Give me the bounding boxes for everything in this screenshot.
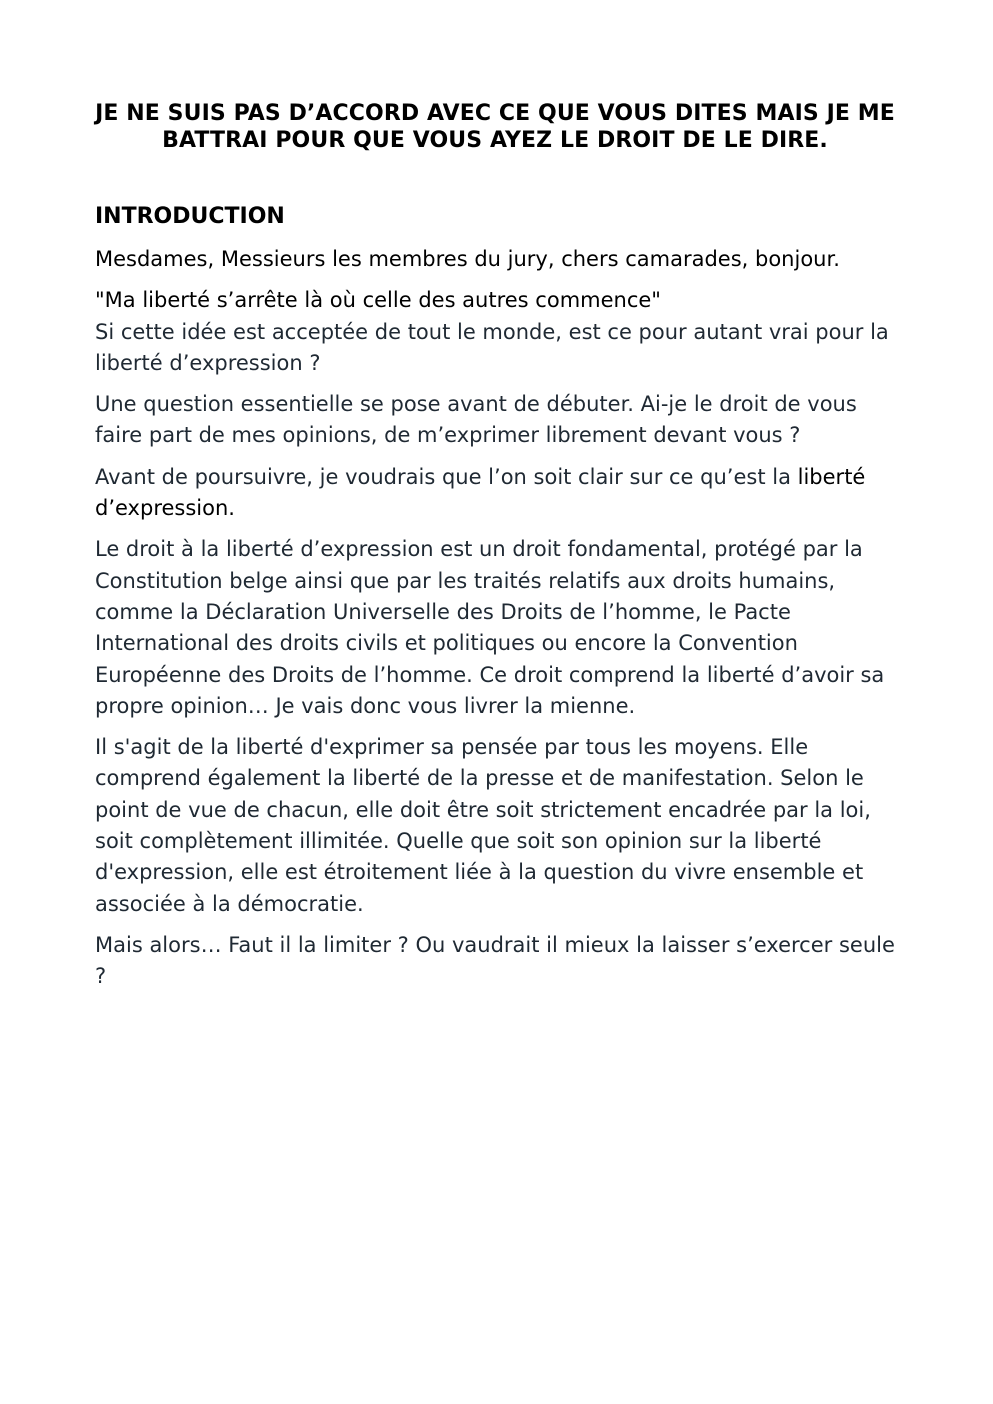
definition-text-start: Avant de poursuivre, je voudrais que l’on soit clair sur ce qu’est la	[95, 464, 791, 489]
definition-paragraph	[95, 462, 895, 525]
fundamental-right-paragraph: Le droit à la liberté d’expression est un droit fondamental, protégé par la Constitution belge ainsi que par les traités relatifs aux droits humains, comme la Déclaration Universelle des Droits de l’homme, le Pacte International des droits civils et politiques ou encore la Convention Européenne des Droits de l’homme. Ce droit comprend la liberté d’avoir sa propre opinion… Je vais donc vous livrer la mienne.	[95, 537, 885, 718]
scope-paragraph: Il s'agit de la liberté d'exprimer sa pensée par tous les moyens. Elle comprend également la liberté de la presse et de manifestation. Selon le point de vue de chacun, elle doit être soit strictement encadrée par la loi, soit complètement illimitée. Quelle que soit son opinion sur la liberté d'expression, elle est étroitement liée à la question du vivre ensemble et associée à la démocratie.	[95, 735, 871, 916]
greeting-paragraph: Mesdames, Messieurs les membres du jury, chers camarades, bonjour.	[95, 247, 840, 271]
definition-text-end: liberté d’expression.	[95, 464, 866, 521]
quote-question: Si cette idée est acceptée de tout le monde, est ce pour autant vrai pour la liberté d’expression ?	[95, 319, 889, 375]
section-heading: INTRODUCTION	[95, 204, 285, 229]
closing-paragraph: Mais alors… Faut il la limiter ? Ou vaudrait il mieux la laisser s’exercer seule ?	[95, 932, 895, 989]
document-page	[95, 100, 895, 993]
quote-text: "Ma liberté s’arrête là où celle des autres commence"	[95, 288, 661, 313]
quote-paragraph	[95, 285, 895, 379]
question-paragraph: Une question essentielle se pose avant de débuter. Ai-je le droit de vous faire part de mes opinions, de m’exprimer librement devant vous ?	[95, 392, 857, 448]
document-title: JE NE SUIS PAS D’ACCORD AVEC CE QUE VOUS DITES MAIS JE ME BATTRAI POUR QUE VOUS AYEZ LE DROIT DE LE DIRE.	[95, 101, 895, 153]
